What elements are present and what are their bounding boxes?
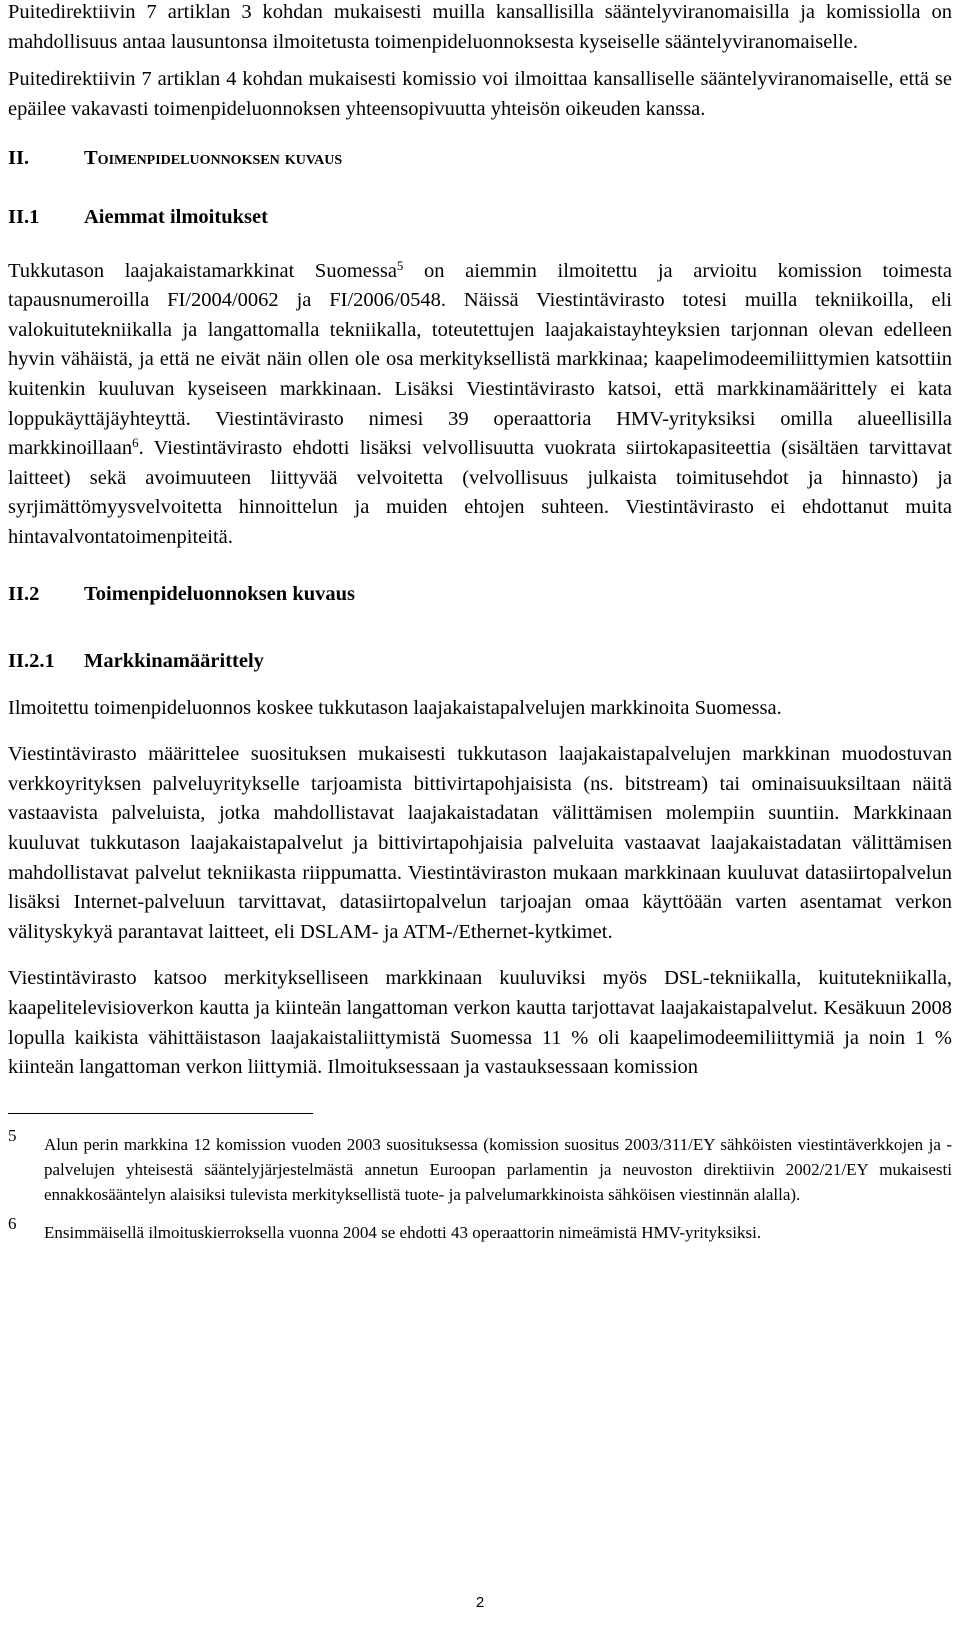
subsection-number: II.1 bbox=[8, 205, 40, 228]
section-title: Toimenpideluonnoksen kuvaus bbox=[84, 147, 343, 170]
footnote-number: 6 bbox=[8, 1213, 17, 1233]
body-paragraph bbox=[8, 257, 952, 553]
footnote-text: Alun perin markkina 12 komission vuoden 2003 suosituksessa (komission suositus 2003/311/EY sähköisten viestintäverkkojen ja -palvelujen yhteisestä sääntelyjärjestelmästä annetun Euroopan parlamentin ja neuvoston direktiivin 2002/21/EY mukaisesti ennakkosääntelyn alaisiksi tulevista merkityksellistä tuote- ja palvelumarkkinoista sähköisen viestinnän alalla). bbox=[44, 1134, 952, 1204]
page-number: 2 bbox=[475, 1594, 485, 1611]
footnote bbox=[8, 1125, 952, 1207]
subsection-title: Aiemmat ilmoitukset bbox=[84, 205, 268, 228]
subsection-title: Markkinamäärittely bbox=[84, 650, 264, 673]
body-paragraph: Ilmoitettu toimenpideluonnos koskee tukkutason laajakaistapalvelujen markkinoita Suomessa. bbox=[8, 696, 782, 719]
footnote-ref: 5 bbox=[396, 257, 404, 273]
body-paragraph: Viestintävirasto määrittelee suosituksen mukaisesti tukkutason laajakaistapalvelujen markkinan muodostuvan verkkoyrityksen palveluyritykselle tarjoamista bittivirtapohjaisista (ns. bitstream) tai ominaisuuksiltaan näitä vastaavista palveluista, jotka mahdollistavat laajakaistadatan välittämisen molempiin suuntiin. Markkinaan kuuluvat tukkutason laajakaistapalvelut ja bittivirtapohjaisia palveluita vastaavat laajakaistadatan välittämisen mahdollistavat palvelut tekniikasta riippumatta. Viestintäviraston mukaan markkinaan kuuluvat datasiirtopalvelun lisäksi Internet-palveluun tarvittavat, datasiirtopalvelun tarjoajan omaa käyttöään varten asentamat verkon välityskykyä parantavat laitteet, eli DSLAM- ja ATM-/Ethernet-kytkimet. bbox=[8, 743, 952, 943]
footnote-ref: 6 bbox=[132, 435, 139, 451]
body-paragraph: Puitedirektiivin 7 artiklan 4 kohdan mukaisesti komissio voi ilmoittaa kansalliselle sääntelyviranomaiselle, että se epäilee vakavasti toimenpideluonnoksen yhteensopivuutta yhteisön oikeuden kanssa. bbox=[8, 68, 952, 120]
document-page bbox=[8, 0, 952, 1611]
footnote-divider bbox=[8, 1113, 313, 1114]
subsection-number: II.2 bbox=[8, 582, 40, 605]
body-paragraph: Viestintävirasto katsoo merkitykselliseen markkinaan kuuluviksi myös DSL-tekniikalla, kuitutekniikalla, kaapelitelevisioverkon kautta ja kiinteän langattoman verkon kautta tarjottavat laajakaistapalvelut. Kesäkuun 2008 lopulla kaikista vähittäistason laajakaistaliittymistä Suomessa 11 % oli kaapelimodeemiliittymiä ja noin 1 % kiinteän langattoman verkon liittymiä. Ilmoituksessaan ja vastauksessaan komission bbox=[8, 967, 952, 1079]
subsection-title: Toimenpideluonnoksen kuvaus bbox=[84, 582, 355, 605]
footnote bbox=[8, 1213, 952, 1245]
subsection-heading bbox=[8, 203, 952, 233]
paragraph-text: . Viestintävirasto ehdotti lisäksi velvollisuutta vuokrata siirtokapasiteettia (sisältäen tarvittavat laitteet) sekä avoimuuteen liittyvää velvoitetta (velvollisuus julkaista toimitusehdot ja hinnasto) ja syrjimättömyysvelvoitetta hinnoittelun ja muiden ehtojen suhteen. Viestintävirasto ei ehdottanut muita hintavalvontatoimenpiteitä. bbox=[8, 437, 952, 548]
paragraph-text: Tukkutason laajakaistamarkkinat Suomessa bbox=[8, 259, 397, 282]
subsection-heading bbox=[8, 647, 952, 677]
footnote-number: 5 bbox=[8, 1125, 17, 1145]
paragraph-text: on aiemmin ilmoitettu ja arvioitu komission toimesta tapausnumeroilla FI/2004/0062 ja FI/2006/0548. Näissä Viestintävirasto totesi muilla tekniikoilla, eli valokuitutekniikalla ja langattomalla tekniikalla, toteutettujen laajakaistayhteyksien tarjonnan olevan edelleen hyvin vähäistä, ja että ne eivät näin ollen ole osa merkityksellistä markkinaa; kaapelimodeemiliittymien katsottiin kuitenkin kuuluvan kyseiseen markkinaan. Lisäksi Viestintävirasto katsoi, että markkinamäärittely ei kata loppukäyttäjäyhteyttä. Viestintävirasto nimesi 39 operaattoria HMV-yrityksiksi omilla alueellisilla markkinoillaan bbox=[8, 259, 952, 460]
footnote-text: Ensimmäisellä ilmoituskierroksella vuonna 2004 se ehdotti 43 operaattorin nimeämistä HMV-yrityksiksi. bbox=[44, 1222, 762, 1242]
section-number: II. bbox=[8, 147, 30, 170]
body-paragraph: Puitedirektiivin 7 artiklan 3 kohdan mukaisesti muilla kansallisilla sääntelyviranomaisilla ja komissiolla on mahdollisuus antaa lausuntonsa ilmoitetusta toimenpideluonnoksesta kyseiselle sääntelyviranomaiselle. bbox=[8, 1, 952, 53]
subsection-number: II.2.1 bbox=[8, 650, 55, 673]
section-heading bbox=[8, 144, 952, 174]
subsection-heading bbox=[8, 580, 952, 610]
